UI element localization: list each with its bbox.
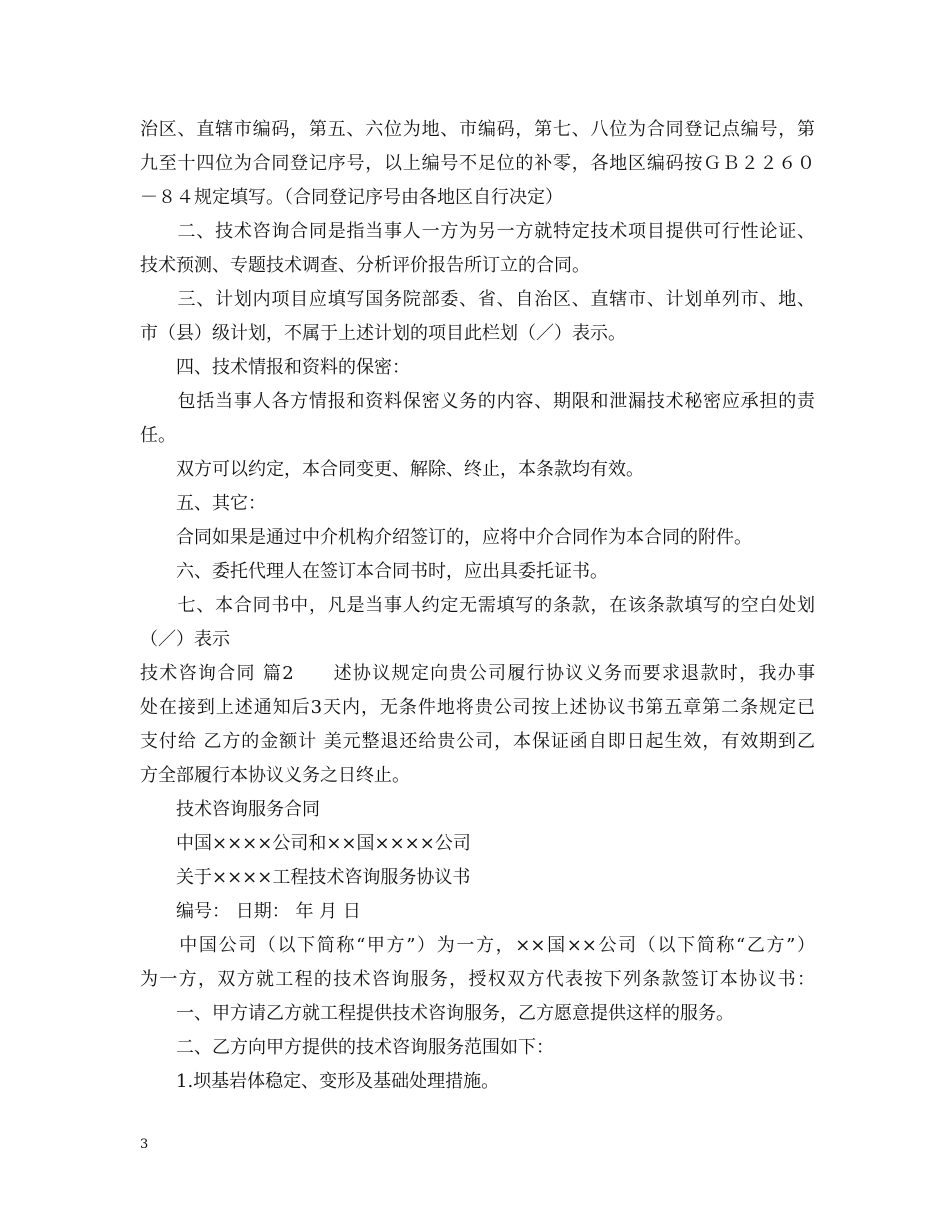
text-line: 治区、直辖市编码，第五、六位为地、市编码，第七、八位为合同登记点编号，第 [140,119,815,140]
text-line: 一、甲方请乙方就工程提供技术咨询服务，乙方愿意提供这样的服务。 [140,1003,734,1024]
text-line: 合同如果是通过中介机构介绍签订的，应将中介合同作为本合同的附件。 [140,527,752,548]
text-line: 五、其它： [140,493,266,514]
text-line: －８４规定填写。（合同登记序号由各地区自行决定） [140,187,563,208]
text-line: 技术咨询服务合同 [140,799,320,820]
text-line: 处在接到上述通知后3天内，无条件地将贵公司按上述协议书第五章第二条规定已 [140,697,815,718]
text-line: 七、本合同书中，凡是当事人约定无需填写的条款，在该条款填写的空白处划 [140,595,815,616]
text-line: 九至十四位为合同登记序号，以上编号不足位的补零，各地区编码按ＧＢ２２６０ [140,153,815,174]
text-line: 1.坝基岩体稳定、变形及基础处理措施。 [140,1071,500,1092]
text-line: 包括当事人各方情报和资料保密义务的内容、期限和泄漏技术秘密应承担的责 [140,391,815,412]
text-line: 为一方，双方就工程的技术咨询服务，授权双方代表按下列条款签订本协议书： [140,969,815,990]
text-line: 二、乙方向甲方提供的技术咨询服务范围如下： [140,1037,554,1058]
text-line: 市（县）级计划，不属于上述计划的项目此栏划（／）表示。 [140,323,626,344]
text-line: 二、技术咨询合同是指当事人一方为另一方就特定技术项目提供可行性论证、 [140,221,815,242]
text-line: 支付给 乙方的金额计 美元整退还给贵公司，本保证函自即日起生效，有效期到乙 [140,731,815,752]
text-line: 双方可以约定，本合同变更、解除、终止，本条款均有效。 [140,459,644,480]
text-line: 中国××××公司和××国××××公司 [140,833,471,854]
text-line: 三、计划内项目应填写国务院部委、省、自治区、直辖市、计划单列市、地、 [140,289,815,310]
text-line: 编号： 日期： 年 月 日 [140,901,361,922]
text-line: （／）表示 [140,629,230,650]
text-line: 四、技术情报和资料的保密： [140,357,410,378]
page-number: 3 [140,1137,149,1152]
text-line: 关于××××工程技术咨询服务协议书 [140,867,471,888]
text-line: 技术预测、专题技术调查、分析评价报告所订立的合同。 [140,255,590,276]
text-line: 技术咨询合同 篇2 述协议规定向贵公司履行协议义务而要求退款时，我办事 [140,663,815,684]
text-line: 六、委托代理人在签订本合同书时，应出具委托证书。 [140,561,608,582]
text-line: 中国公司（以下简称“甲方”）为一方，××国××公司（以下简称“乙方”） [140,935,815,956]
text-line: 方全部履行本协议义务之日终止。 [140,765,410,786]
text-line: 任。 [140,425,176,446]
